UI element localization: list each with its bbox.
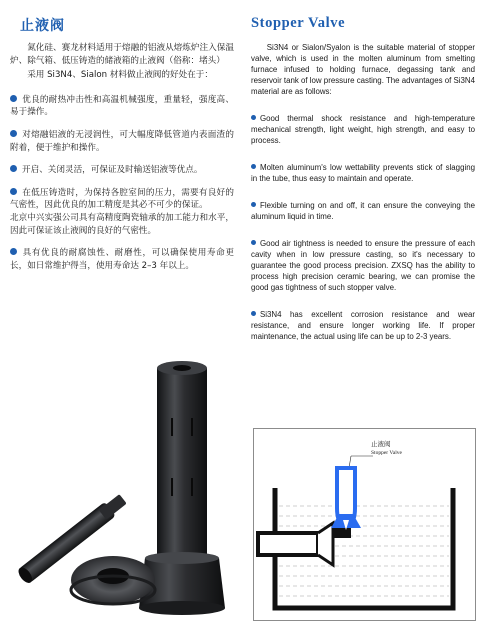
chinese-column [10, 42, 234, 282]
bullet-icon [251, 240, 256, 245]
valve-ring [71, 556, 155, 604]
intro-paragraph-en: Si3N4 or Sialon/Syalon is the suitable material of stopper valve, which is used in the molten aluminum from smelting furnace infused to holding furnace, degassing tank and reservoir tank of low pressure casting. The advantages of Si3N4 material are as follows: [251, 43, 475, 96]
feature-item-en-2: Molten aluminum's low wettability prevents stick of slagging in the tube, thus easy to maintain and operate. [251, 163, 475, 183]
feature-item-en-3: Flexible turning on and off, it can ensure the conveying the aluminum liquid in time. [251, 201, 475, 221]
page-title-en: Stopper Valve [251, 15, 346, 31]
bullet-icon [10, 95, 17, 102]
bullet-icon [251, 115, 256, 120]
intro-paragraph-cn: 氮化硅、赛龙材料适用于熔融的铝液从熔炼炉注入保温炉、除气箱、低压铸造的储液箱的止液阀（俗称：堵头） [10, 43, 234, 66]
english-column [251, 42, 475, 352]
feature-item-en-4: Good air tightness is needed to ensure the pressure of each cavity when in low pressure casting, so it's necessary to guarantee the good process precision. ZXSQ has the ability to process high precision ceramic bearing, we can promise the good gas tightness of such stopper valve. [251, 239, 475, 292]
bullet-icon [251, 202, 256, 207]
page-title-cn: 止液阀 [20, 18, 65, 34]
bullet-icon [10, 165, 17, 172]
diagram-label-en: Stopper Valve [371, 450, 402, 456]
diagram-label-cn: 止液阀 [371, 440, 391, 448]
feature-item-cn-1: 优良的耐热冲击性和高温机械强度，重量轻，强度高、易于操作。 [10, 94, 234, 118]
bullet-icon [251, 164, 256, 169]
feature-item-cn-2: 对熔融铝液的无浸润性，可大幅度降低管道内表面渣的附着，便于维护和操作。 [10, 129, 234, 153]
feature-item-cn-3: 开启、关闭灵活，可保证及时输送铝液等优点。 [10, 164, 234, 177]
bullet-icon [10, 130, 17, 137]
bullet-icon [10, 188, 17, 195]
feature-item-cn-4: 在低压铸造时，为保持各腔室间的压力，需要有良好的气密性，因此优良的加工精度是其必不可少的保证。 [10, 187, 234, 211]
bullet-icon [10, 248, 17, 255]
company-note-cn: 北京中兴实强公司具有高精度陶瓷轴承的加工能力和水平，因此可保证该止液阀的良好的气密性。 [10, 212, 234, 236]
intro2-paragraph-cn: 采用 Si3N4、Sialon 材料做止液阀的好处在于： [27, 70, 213, 81]
stopper-valve-shape [331, 468, 361, 530]
schematic-diagram [253, 428, 476, 621]
feature-item-en-1: Good thermal shock resistance and high-temperature mechanical strength, light weight, high strength, and easy to process. [251, 114, 475, 145]
feature-item-cn-5: 具有优良的耐腐蚀性、耐磨性，可以确保使用寿命更长，如日常维护得当，使用寿命达 2–3 年以上。 [10, 248, 234, 271]
product-photo [5, 358, 240, 620]
bullet-icon [251, 311, 256, 316]
feature-item-en-5: Si3N4 has excellent corrosion resistance and wear resistance, and ensure longer working life. If proper maintenance, the actual using life can be up to 2-3 years. [251, 310, 475, 341]
